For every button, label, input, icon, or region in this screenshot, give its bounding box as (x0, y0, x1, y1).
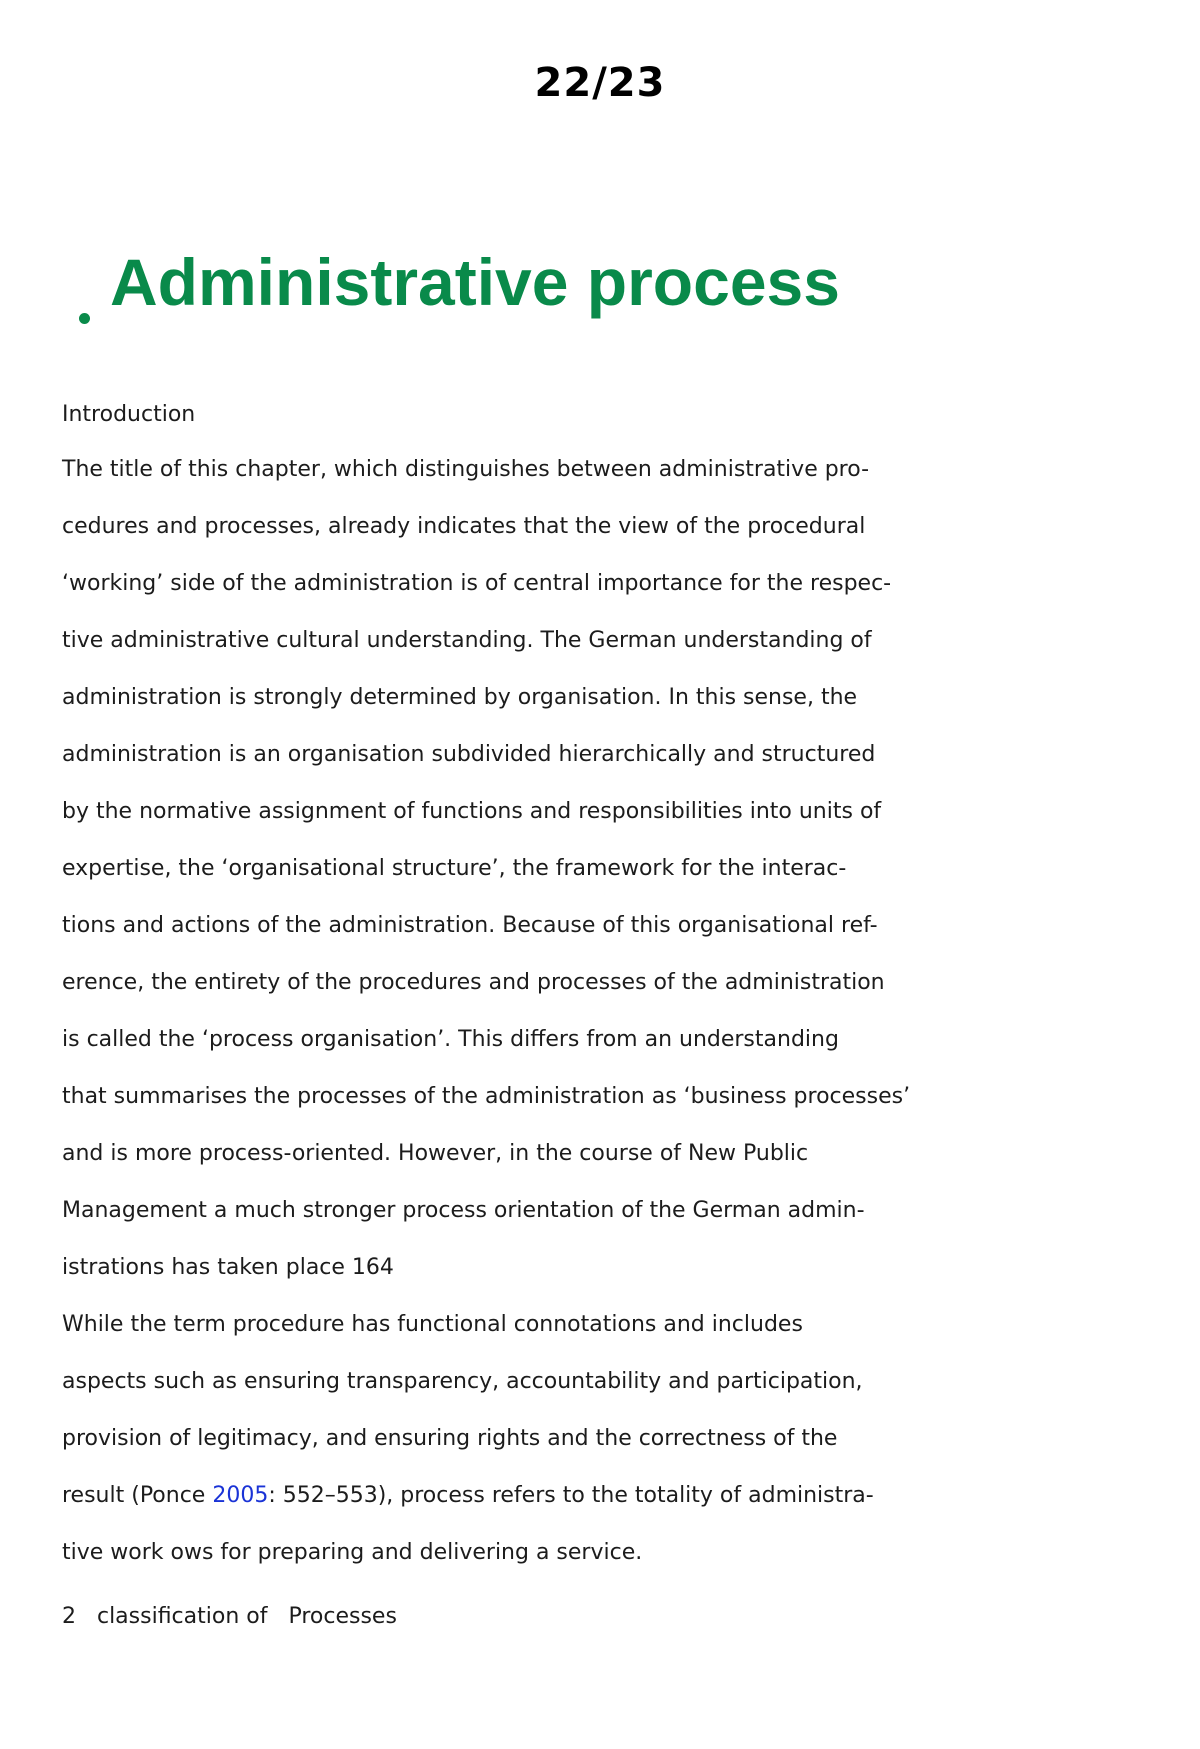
citation-text-before: result (Ponce (62, 1483, 213, 1508)
body-line: aspects such as ensuring transparency, accountability and participation, (62, 1369, 863, 1394)
body-line: cedures and processes, already indicates that the view of the procedural (62, 514, 866, 539)
body-line: tive work ows for preparing and delivering a service. (62, 1540, 643, 1565)
citation-link[interactable]: 2005 (212, 1483, 269, 1508)
citation-line (62, 1481, 874, 1511)
body-line: tions and actions of the administration. Because of this organisational ref- (62, 913, 878, 938)
body-line: is called the ‘process organisation’. This differs from an understanding (62, 1027, 839, 1052)
body-line: istrations has taken place 164 (62, 1255, 394, 1280)
body-line: erence, the entirety of the procedures and processes of the administration (62, 970, 885, 995)
body-line: ‘working’ side of the administration is of central importance for the respec- (62, 571, 892, 596)
body-line: that summarises the processes of the administration as ‘business processes’ (62, 1084, 911, 1109)
body-line: administration is an organisation subdivided hierarchically and structured (62, 742, 876, 767)
body-line: and is more process-oriented. However, in the course of New Public (62, 1141, 809, 1166)
body-line: tive administrative cultural understanding. The German understanding of (62, 628, 872, 653)
body-line: While the term procedure has functional connotations and includes (62, 1312, 803, 1337)
body-line: Management a much stronger process orientation of the German admin- (62, 1198, 865, 1223)
next-section-heading: 2 classification of Processes (62, 1604, 397, 1629)
chapter-title: Administrative process (110, 245, 840, 319)
body-line: by the normative assignment of functions and responsibilities into units of (62, 799, 882, 824)
body-line: provision of legitimacy, and ensuring rights and the correctness of the (62, 1426, 838, 1451)
citation-text-after: : 552–553), process refers to the totality of administra- (268, 1483, 874, 1508)
title-bullet-icon (79, 313, 90, 324)
body-line: administration is strongly determined by organisation. In this sense, the (62, 685, 858, 710)
body-line: expertise, the ‘organisational structure’, the framework for the interac- (62, 856, 847, 881)
body-line: The title of this chapter, which distinguishes between administrative pro- (62, 457, 870, 482)
section-heading-introduction: Introduction (62, 402, 196, 427)
page-number: 22/23 (534, 60, 666, 106)
